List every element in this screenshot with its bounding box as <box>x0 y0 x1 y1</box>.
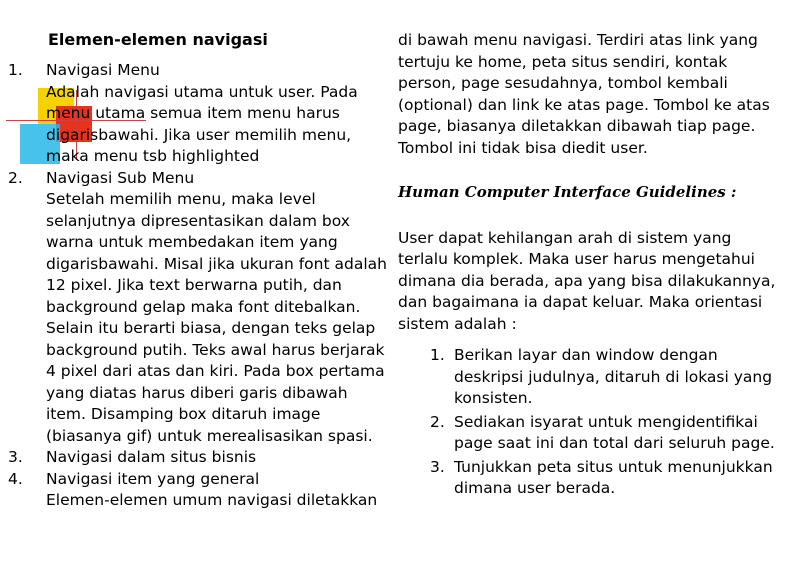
guideline-list <box>398 345 786 500</box>
list-text: Sediakan isyarat untuk mengidentifikai page saat ini dan total dari seluruh page. <box>454 412 775 452</box>
intro-paragraph: di bawah menu navigasi. Terdiri atas link yang tertuju ke home, peta situs sendiri, kontak person, page sesudahnya, tombol kembali (optional) dan link ke atas page. Tombol ke atas page, biasanya diletakkan dibawah tiap page. Tombol ini tidak bisa diedit user. <box>398 31 770 157</box>
list-number: 4. <box>8 469 23 488</box>
list-heading: Navigasi dalam situs bisnis <box>46 448 257 466</box>
list-text: Tunjukkan peta situs untuk menunjukkan dimana user berada. <box>454 457 773 497</box>
right-column <box>398 30 786 502</box>
list-heading: Navigasi Menu <box>46 61 160 79</box>
list-item <box>398 412 786 455</box>
list-text: Berikan layar dan window dengan deskripsi judulnya, ditaruh di lokasi yang konsisten. <box>454 346 773 407</box>
list-item <box>398 345 786 410</box>
list-number: 3. <box>8 448 23 466</box>
list-body: Setelah memilih menu, maka level selanjutnya dipresentasikan dalam box warna untuk membedakan item yang digarisbawahi. Misal jika ukuran font adalah 12 pixel. Jika text berwarna putih, dan background gelap maka font ditebalkan. Selain itu berarti biasa, dengan teks gelap background putih. Teks awal harus berjarak 4 pixel dari atas dan kiri. Pada box pertama yang diatas harus diberi garis dibawah item. Disamping box ditaruh image (biasanya gif) untuk merealisasikan spasi. <box>46 190 387 445</box>
slide-title: Elemen-elemen navigasi <box>48 30 268 49</box>
body-paragraph: User dapat kehilangan arah di sistem yang terlalu komplek. Maka user harus mengetahui dimana dia berada, apa yang bisa dilakukannya, dan bagaimana ia dapat keluar. Maka orientasi sistem adalah : <box>398 228 776 333</box>
list-heading: Navigasi Sub Menu <box>46 168 195 187</box>
list-item <box>8 60 388 168</box>
list-item <box>398 457 786 500</box>
list-item <box>8 168 388 448</box>
list-number: 2. <box>430 412 445 431</box>
section-heading: Human Computer Interface Guidelines : <box>398 183 737 201</box>
list-number: 2. <box>8 168 23 187</box>
list-body: Adalah navigasi utama untuk user. Pada menu utama semua item menu harus digarisbawahi. Jika user memilih menu, maka menu tsb highlighted <box>46 82 358 165</box>
left-column <box>8 60 388 512</box>
list-item <box>8 447 388 469</box>
list-number: 1. <box>430 346 445 364</box>
list-body: Elemen-elemen umum navigasi diletakkan <box>46 491 378 509</box>
list-item <box>8 469 388 512</box>
list-number: 1. <box>8 61 23 79</box>
list-heading: Navigasi item yang general <box>46 469 260 488</box>
list-number: 3. <box>430 457 445 476</box>
